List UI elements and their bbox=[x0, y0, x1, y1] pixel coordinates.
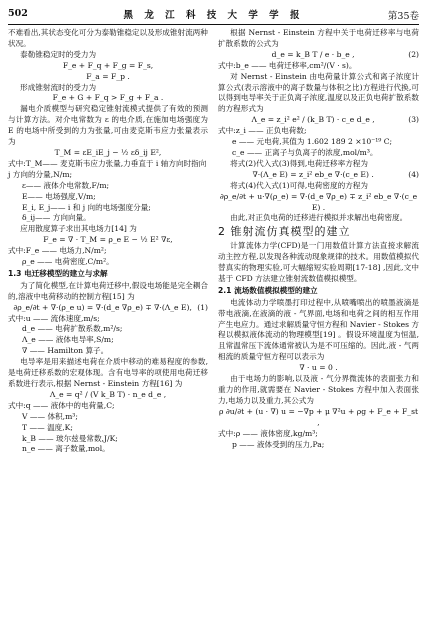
equation: T_M = εE_iE_j − ½ εδ_ij E², bbox=[54, 147, 162, 157]
numbered-equation bbox=[218, 170, 419, 181]
equation-text: ∂ρ_e/∂t + ∇·(ρ_e u) = ∇·(d_e ∇ρ_e) ∓ ∇·(Λ_e E), bbox=[13, 302, 192, 312]
section-heading: 2.1 流场数值模拟模型的建立 bbox=[218, 285, 318, 295]
symbol-definition: k_B —— 玻尔兹曼常数,J/K; bbox=[22, 433, 118, 443]
equation: F_e = ∇ · T_M = ρ_e E − ½ E² ∇ε, bbox=[43, 235, 173, 245]
equation: F_e + G + F_q > F_g + F_a . bbox=[52, 93, 164, 103]
symbol-definition: ρ_e —— 电荷密度,C/m²。 bbox=[22, 257, 114, 267]
symbol-definition: Λ_e —— 液体电导率,S/m; bbox=[22, 335, 114, 345]
page-number: 502 bbox=[8, 8, 28, 19]
equation-number: (1) bbox=[197, 302, 208, 312]
symbol-definition: n_e —— 离子数量,mol。 bbox=[22, 444, 110, 454]
paragraph: 式中:b_e —— 电荷迁移率,cm²/(V · s)。 bbox=[218, 60, 357, 70]
paragraph: 由于电场力的影响,以及液 - 气分界微流体的表面张力和重力的作用,就需要在 Navier - Stokes 方程中加入表面张力,电场力以及重力,其公式为 bbox=[218, 374, 419, 405]
paragraph: 漏电介质模型与研究稳定锥射流模式提供了有效的预测与计算方法。对介电常数为 ε 的电介质,在施加电场强度为 E 的电场中所受到的力为张量,可由麦克斯韦应力张量表示为 bbox=[8, 104, 208, 147]
symbol-definition: V —— 体积,m³; bbox=[22, 411, 78, 421]
symbol-definition: ε—— 液体介电常数,F/m; bbox=[22, 180, 110, 190]
equation-text: Λ_e = z_i² e² / (k_B T) · c_e d_e , bbox=[251, 115, 375, 125]
symbol-definition: p —— 液体受到的压力,Pa; bbox=[232, 439, 325, 449]
paragraph: 泰勒锥稳定时的受力为 bbox=[20, 49, 97, 59]
equation-number: (3) bbox=[408, 115, 419, 125]
symbol-definition: E—— 电场强度,V/m; bbox=[22, 191, 96, 201]
symbol-definition: δ_ij—— 方向向量。 bbox=[22, 213, 91, 223]
paragraph: 对 Nernst - Einstein 由电荷量计算公式和离子浓度计算公式(表示溶液中的离子数量与体积之比)方程进行代换,可以得到电导率关于正负离子浓度,温度以及正负电荷扩散系数的方程形式为 bbox=[218, 71, 419, 114]
paragraph: 形成锥射流时的受力为 bbox=[20, 82, 97, 92]
equation-text: d_e = k_B T / e · b_e , bbox=[271, 49, 355, 59]
left-column bbox=[8, 28, 208, 455]
paragraph: 不难看出,其状态变化可分为泰勒锥稳定以及形成锥射流两种状况。 bbox=[8, 28, 208, 48]
equation: ∇ · u = 0 . bbox=[299, 363, 338, 373]
right-column bbox=[218, 28, 419, 450]
paragraph: 电流体动力学喷墨打印过程中,从喷嘴喷出的喷墨液滴是带电液滴,在液滴的液 - 气界面,电场和电荷之间的相互作用产生电应力。通过求解质量守恒方程和 Navier - Stokes 方程以模拟液体流动的物理模型[19] 。假设环境温度为恒温,且常温常压下流体通常被认为是不可压缩的。因此,液 - 气两相流的质量守恒方程可以表示为 bbox=[218, 297, 419, 362]
equation-number: (4) bbox=[408, 169, 419, 179]
symbol-definition: ∇ —— Hamilton 算子。 bbox=[22, 346, 109, 356]
paragraph: 式中:q —— 液体中的电荷量,C; bbox=[8, 400, 115, 410]
paragraph: 式中:z_i —— 正负电荷数; bbox=[218, 126, 307, 136]
numbered-equation bbox=[218, 115, 419, 126]
paragraph: 将式(2)代入式(3)得到,电荷迁移率方程为 bbox=[230, 158, 368, 168]
page-header bbox=[8, 2, 419, 28]
symbol-definition: d_e —— 电荷扩散系数,m²/s; bbox=[22, 324, 123, 334]
equation-number: (2) bbox=[408, 49, 419, 59]
journal-title: 黑 龙 江 科 技 大 学 学 报 bbox=[123, 10, 304, 21]
section-heading: 1.3 电迁移模型的建立与求解 bbox=[8, 268, 108, 278]
equation: Λ_e = q² / (V k_B T) · n_e d_e , bbox=[49, 389, 167, 399]
paragraph: 式中:F_e —— 电场力,N/m²; bbox=[8, 246, 107, 256]
equation: F_a = F_p . bbox=[86, 71, 130, 81]
paragraph: 电导率是用来描述电荷在介质中移动的难易程度的参数,是电荷迁移系数的宏观体现。含有电导率的项使用电荷迁移系数进行表示,根据 Nernst - Einstein 方程[16] 为 bbox=[8, 357, 208, 388]
symbol-definition: e —— 元电荷,其值为 1.602 189 2 ×10⁻¹⁹ C; bbox=[232, 137, 393, 147]
equation: F_e + F_q + F_g = F_s, bbox=[62, 60, 154, 70]
paragraph: 式中:ρ —— 液体密度,kg/m³; bbox=[218, 428, 318, 438]
chapter-heading: 2 锥射流仿真模型的建立 bbox=[218, 225, 351, 239]
symbol-definition: c_e —— 正离子与负离子的浓度,mol/m³。 bbox=[232, 147, 378, 157]
numbered-equation bbox=[8, 303, 208, 314]
equation: ρ ∂u/∂t + (u · ∇) u = −∇p + μ ∇²u + ρg + F_e + F_st , bbox=[218, 406, 419, 427]
volume-label: 第35卷 bbox=[387, 11, 419, 22]
equation-text: ∇·(Λ_e E) = z_i² eb_e ∇·(c_e E) . bbox=[252, 169, 374, 179]
header-rule bbox=[8, 24, 419, 25]
paragraph: 应用散度算子求出其电场力[14] 为 bbox=[20, 224, 137, 234]
paragraph: 为了简化模型,在计算电荷迁移中,假设电场能是完全耦合的,溶液中电荷移动的控制方程[15] 为 bbox=[8, 280, 208, 301]
paragraph: 由此,对正负电荷的迁移进行模拟并求解出电荷密度。 bbox=[230, 213, 408, 223]
symbol-definition: T —— 温度,K; bbox=[22, 422, 73, 432]
paragraph: 将式(4)代入式(1)可得,电荷密度的方程为 bbox=[230, 180, 368, 190]
equation: ∂ρ_e/∂t + u·∇(ρ_e) = ∇·(d_e ∇ρ_e) ∓ z_i² eb_e ∇·(c_e E) . bbox=[219, 191, 418, 212]
paragraph: 根据 Nernst - Einstein 方程中关于电荷迁移率与电荷扩散系数的公式为 bbox=[218, 28, 419, 48]
symbol-definition: E_i, E_j—— i 和 j 向的电场强度分量; bbox=[22, 202, 151, 212]
paragraph: 式中:u —— 流体速度,m/s; bbox=[8, 313, 100, 323]
numbered-equation bbox=[218, 50, 419, 61]
paragraph: 式中:T_M—— 麦克斯韦应力张量,力垂直于 i 轴方向时指向 j 方向的分量,N/m; bbox=[8, 158, 207, 179]
paragraph: 计算流体力学(CFD)是一门用数值计算方法直接求解流动主控方程,以发现各种流动现象规律的技术。用数值模拟代替真实的物理实验,可大幅缩短实验周期[17-18] ,因此,文中基于 CFD 方法建立锥射流数值模拟模型。 bbox=[218, 241, 419, 283]
